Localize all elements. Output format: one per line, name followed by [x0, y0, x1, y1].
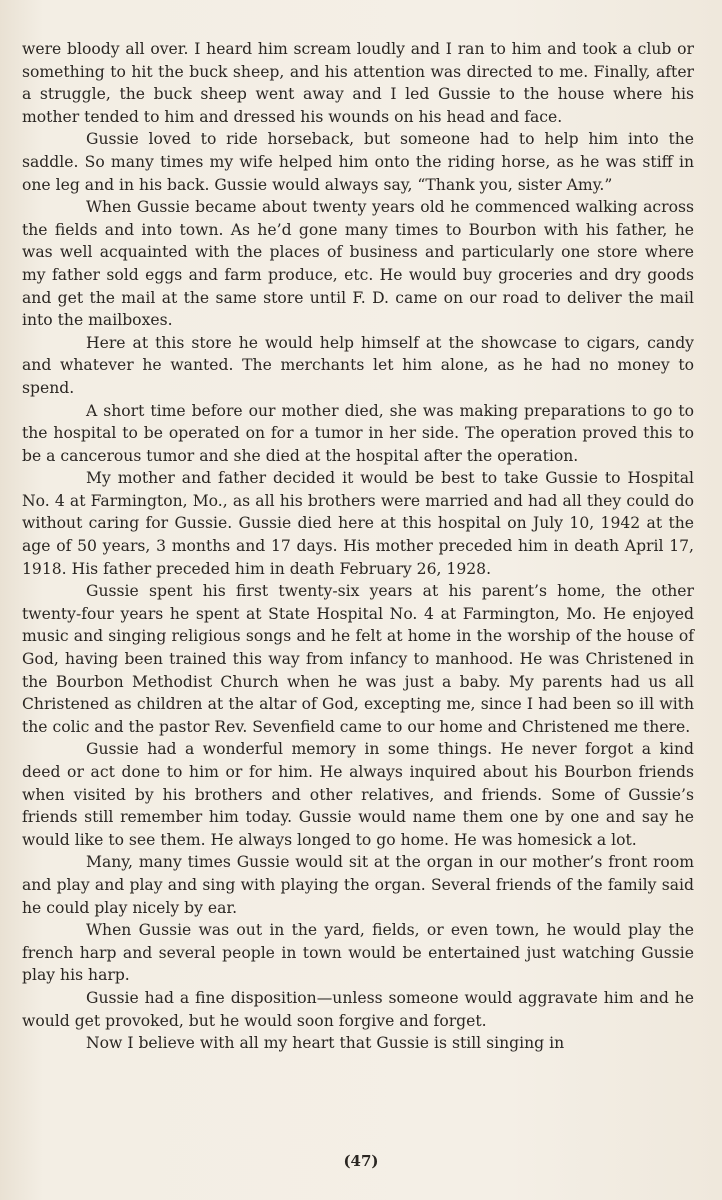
paragraph-10: When Gussie was out in the yard, fields, or even town, he would play the french harp and several people in town would be entertained just watching Gussie play his harp.	[22, 921, 694, 985]
page-number: (47)	[343, 1152, 379, 1170]
paragraph-6: My mother and father decided it would be best to take Gussie to Hospital No. 4 at Farmington, Mo., as all his brothers were married and had all they could do without caring for Gussie. Gussie died here at this hospital on July 10, 1942 at the age of 50 years, 3 months and 17 days. His mother preceded him in death April 17, 1918. His father preceded him in death February 26, 1928.	[22, 469, 694, 578]
paragraph-1: were bloody all over. I heard him scream loudly and I ran to him and took a club or something to hit the buck sheep, and his attention was directed to me. Finally, after a struggle, the buck sheep went away and I led Gussie to the house where his mother tended to him and dressed his wounds on his head and face.	[22, 40, 694, 126]
paragraph-9: Many, many times Gussie would sit at the organ in our mother’s front room and play and play and sing with playing the organ. Several friends of the family said he could play nicely by ear.	[22, 853, 694, 917]
paragraph-7: Gussie spent his first twenty-six years at his parent’s home, the other twenty-four years he spent at State Hospital No. 4 at Farmington, Mo. He enjoyed music and singing religious songs and he felt at home in the worship of the house of God, having been trained this way from infancy to manhood. He was Christened in the Bourbon Methodist Church when he was just a baby. My parents had us all Christened as children at the altar of God, excepting me, since I had been so ill with the colic and the pastor Rev. Sevenfield came to our home and Christened me there.	[22, 582, 694, 736]
paragraph-4: Here at this store he would help himself at the showcase to cigars, candy and whatever he wanted. The merchants let him alone, as he had no money to spend.	[22, 333, 694, 397]
paragraph-5: A short time before our mother died, she was making preparations to go to the hospital to be operated on for a tumor in her side. The operation proved this to be a cancerous tumor and she died at the hospital after the operation.	[22, 401, 694, 465]
paragraph-2: Gussie loved to ride horseback, but someone had to help him into the saddle. So many times my wife helped him onto the riding horse, as he was stiff in one leg and in his back. Gussie would always say, “Thank you, sister Amy.”	[22, 130, 694, 194]
paragraph-8: Gussie had a wonderful memory in some things. He never forgot a kind deed or act done to him or for him. He always inquired about his Bourbon friends when visited by his brothers and other relatives, and friends. Some of Gussie’s friends still remember him today. Gussie would name them one by one and say he would like to see them. He always longed to go home. He was homesick a lot.	[22, 740, 694, 849]
body-text	[22, 38, 694, 1055]
paragraph-11: Gussie had a fine disposition—unless someone would aggravate him and he would get provoked, but he would soon forgive and forget.	[22, 988, 694, 1030]
paragraph-3: When Gussie became about twenty years old he commenced walking across the fields and into town. As he’d gone many times to Bourbon with his father, he was well acquainted with the places of business and particularly one store where my father sold eggs and farm produce, etc. He would buy groceries and dry goods and get the mail at the same store until F. D. came on our road to deliver the mail into the mailboxes.	[22, 198, 694, 330]
paragraph-12: Now I believe with all my heart that Gussie is still singing in	[86, 1034, 565, 1053]
